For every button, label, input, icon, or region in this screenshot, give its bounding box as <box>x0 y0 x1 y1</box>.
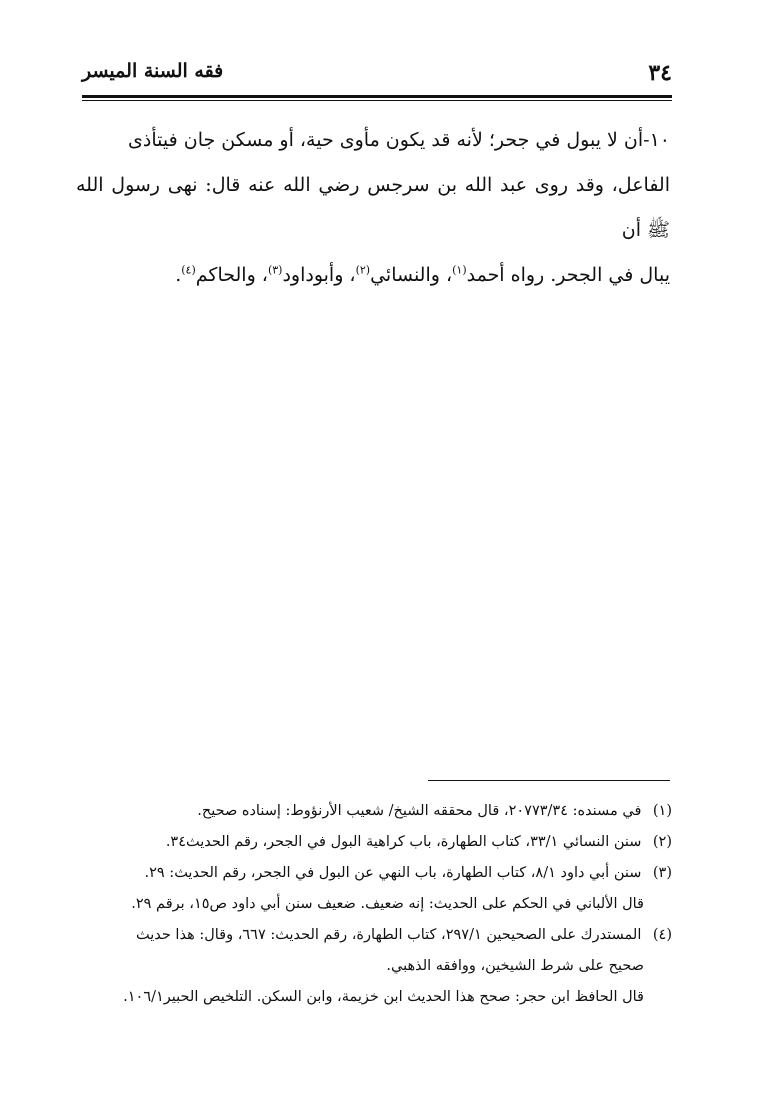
text-line: الفاعل، وقد روى عبد الله بن سرجس رضي الله عنه قال: نهى رسول الله ﷺ أن <box>76 174 670 241</box>
running-header <box>82 58 672 92</box>
footnote-text: سنن النسائي ٣٣/١، كتاب الطهارة، باب كراهية البول في الجحر، رقم الحديث٣٤. <box>165 834 642 850</box>
footnote-item <box>80 827 672 858</box>
footnote-number: (٣) <box>652 865 672 881</box>
footnote-continuation <box>80 982 672 1013</box>
text-segment: ، وأبوداود <box>282 264 356 286</box>
book-title: فقه السنة الميسر <box>82 60 224 82</box>
footnote-text: قال الحافظ ابن حجر: صحح هذا الحديث ابن خزيمة، وابن السكن. التلخيص الحبير١٠٦/١. <box>123 989 644 1005</box>
text-line <box>76 253 670 298</box>
footnote-ref-1[interactable]: (١) <box>452 263 467 277</box>
header-rule <box>82 95 672 98</box>
text-segment: ، والحاكم <box>195 264 268 286</box>
main-text <box>76 118 670 298</box>
footnote-text: في مسنده: ٢٠٧٧٣/٣٤، قال محققه الشيخ/ شعيب الأرنؤوط: إسناده صحيح. <box>197 803 642 819</box>
footnote-ref-3[interactable]: (٣) <box>267 263 283 277</box>
footnote-continuation <box>80 951 672 982</box>
text-segment: . <box>175 264 182 286</box>
footnote-item <box>80 920 672 951</box>
footnotes <box>80 796 672 1013</box>
footnote-number: (٢) <box>652 834 672 850</box>
footnote-text: المستدرك على الصحيحين ٢٩٧/١، كتاب الطهارة، رقم الحديث: ٦٦٧، وقال: هذا حديث <box>135 927 642 943</box>
text-segment: يبال في الجحر. رواه أحمد <box>466 264 670 286</box>
text-segment: ، والنسائي <box>370 264 453 286</box>
text-line: ١٠-أن لا يبول في جحر؛ لأنه قد يكون مأوى حية، أو مسكن جان فيتأذى <box>128 129 670 151</box>
footnote-separator <box>428 780 670 781</box>
footnote-continuation <box>80 889 672 920</box>
page-number: ٣٤ <box>648 60 672 86</box>
footnote-text: صحيح على شرط الشيخين، ووافقه الذهبي. <box>386 958 644 974</box>
header-rule-thin <box>82 100 672 101</box>
footnote-ref-2[interactable]: (٢) <box>355 263 371 277</box>
footnote-item <box>80 858 672 889</box>
footnote-text: قال الألباني في الحكم على الحديث: إنه ضعيف. ضعيف سنن أبي داود ص١٥، برقم ٢٩. <box>131 896 644 912</box>
footnote-item <box>80 796 672 827</box>
footnote-text: سنن أبي داود ٨/١، كتاب الطهارة، باب النهي عن البول في الجحر، رقم الحديث: ٢٩. <box>144 865 642 881</box>
footnote-ref-4[interactable]: (٤) <box>181 263 196 277</box>
footnote-number: (٤) <box>652 927 672 943</box>
footnote-number: (١) <box>652 803 672 819</box>
